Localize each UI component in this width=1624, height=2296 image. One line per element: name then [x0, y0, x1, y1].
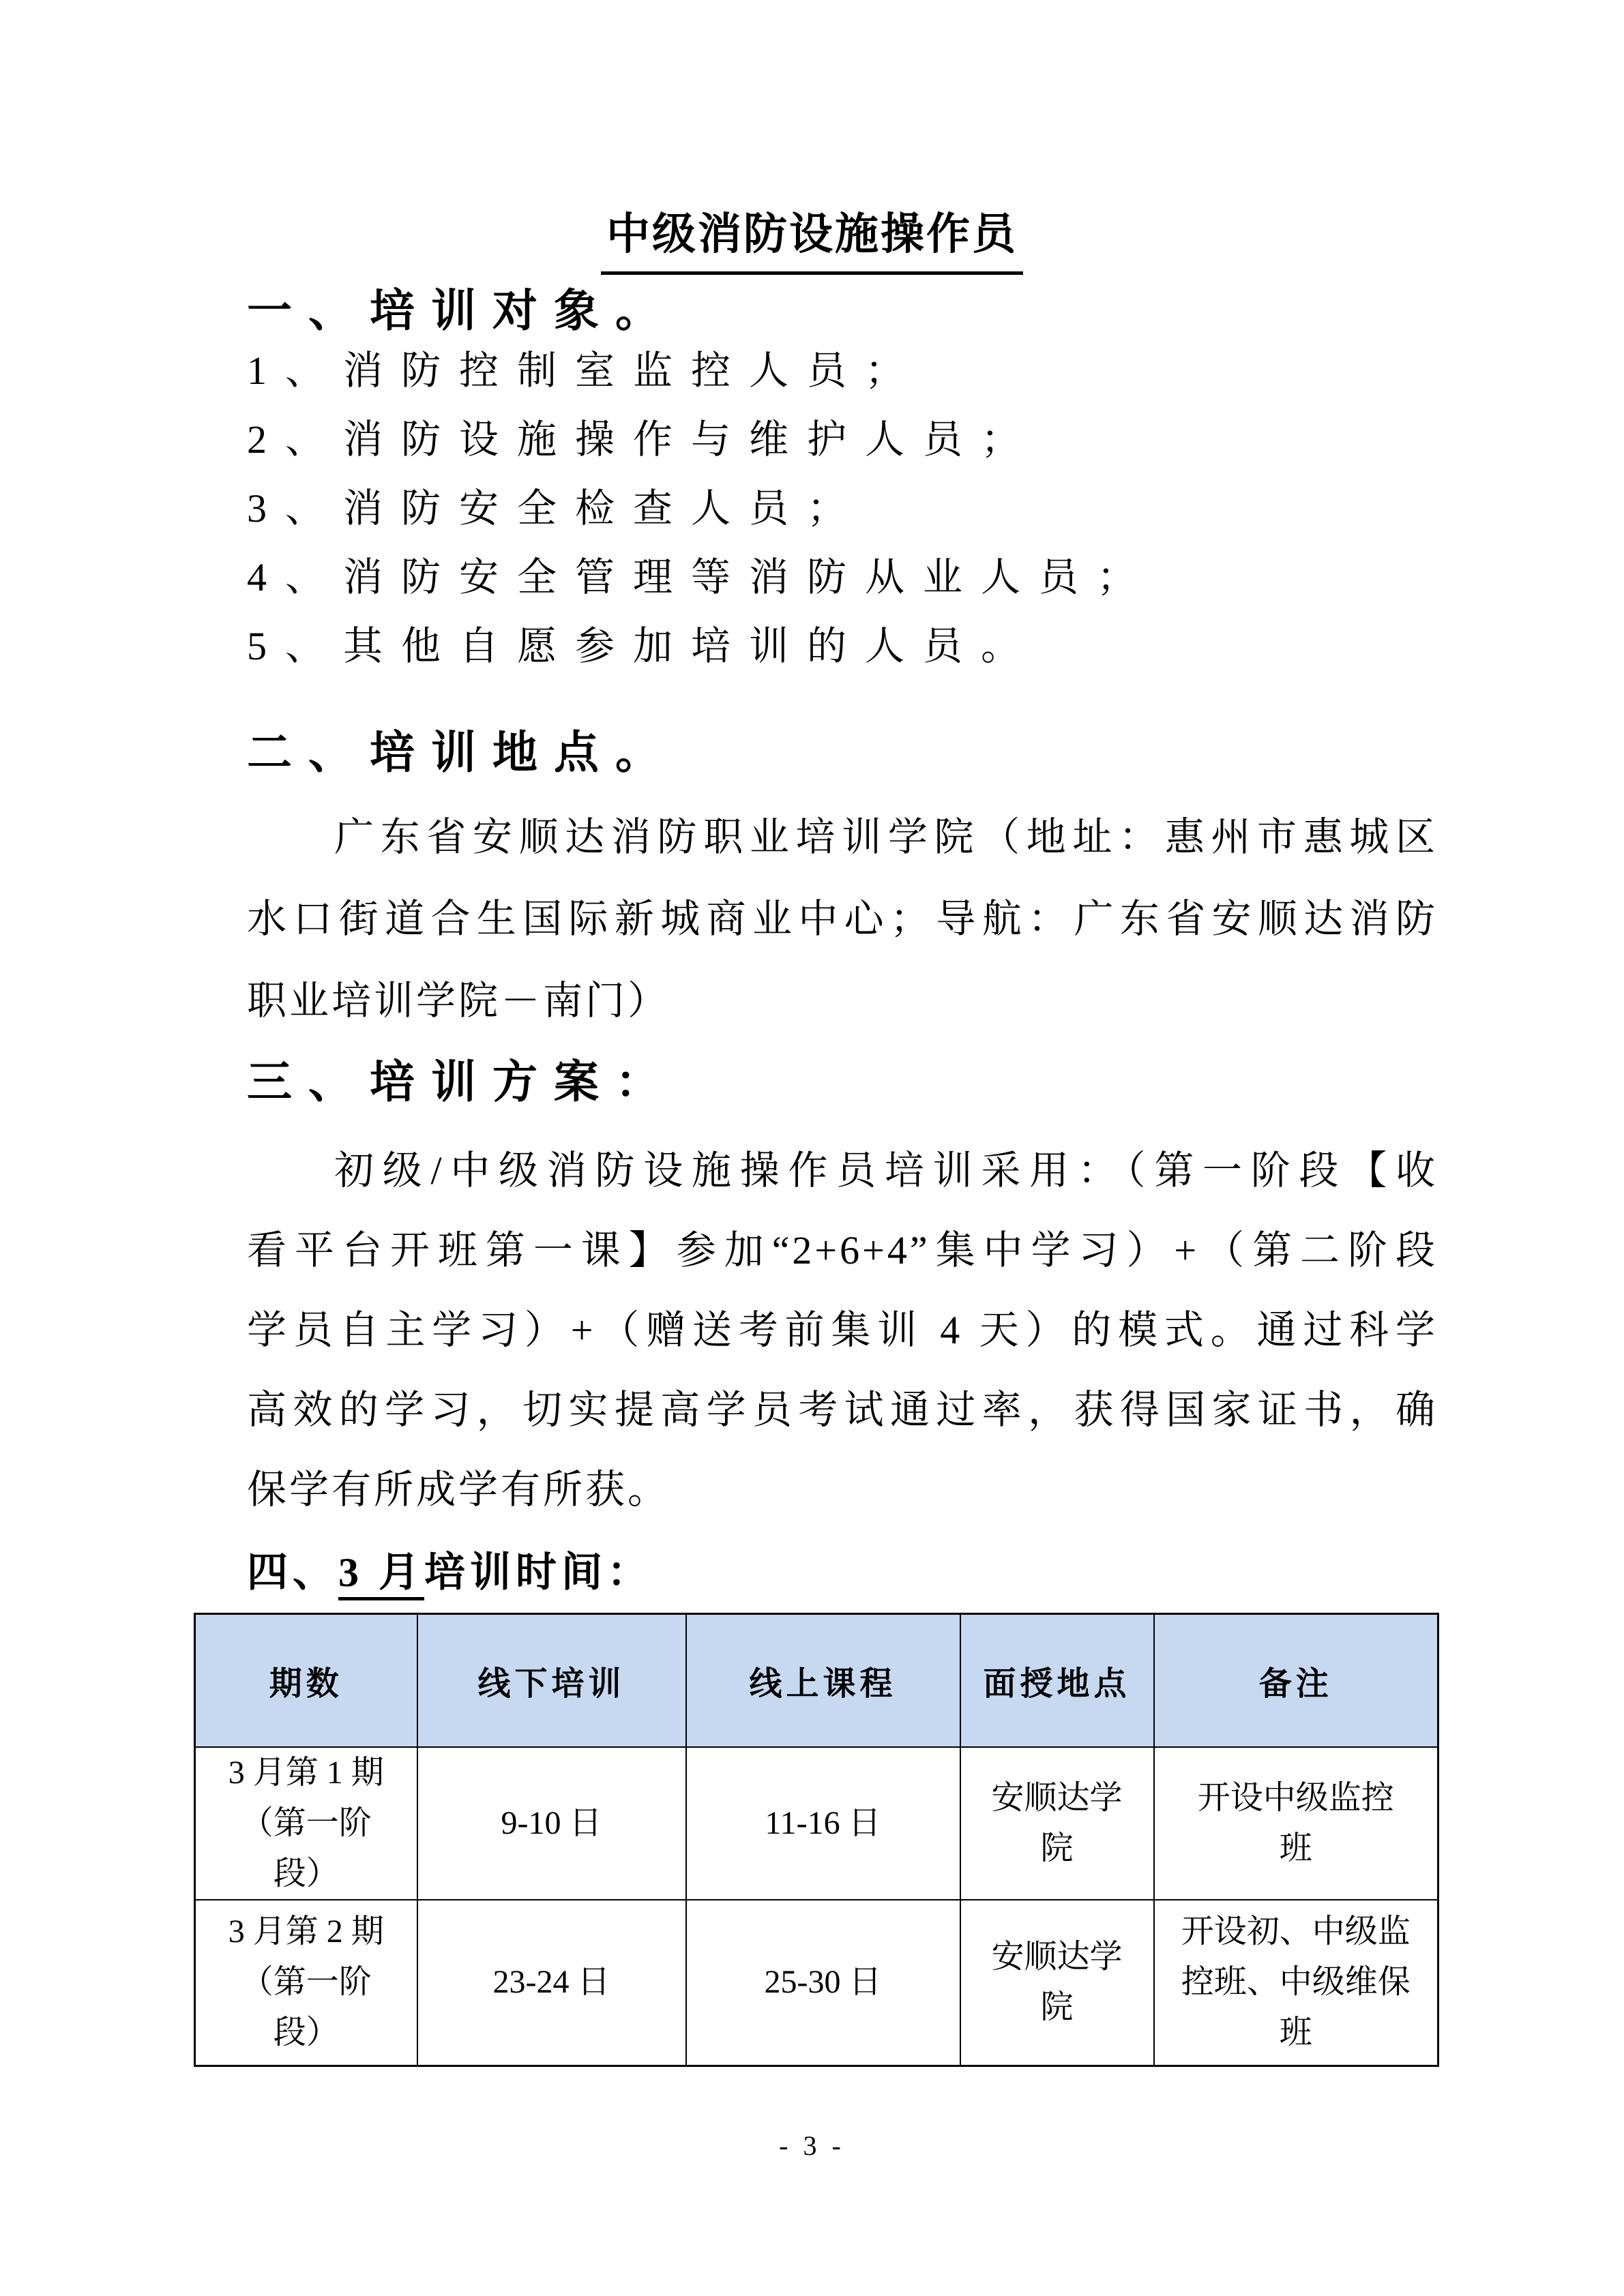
header-period: 期数 — [195, 1614, 417, 1747]
training-schedule-table — [194, 1613, 1439, 2067]
table-header-row — [195, 1614, 1438, 1747]
cell-offline — [417, 1900, 686, 2066]
section4-heading-underlined: 3 月 — [338, 1550, 424, 1595]
section3-line-5: 保学有所成学有所获。 — [247, 1467, 670, 1512]
section3-heading: 三、培训方案： — [247, 1058, 677, 1107]
cell-line: 段） — [273, 2014, 339, 2051]
cell-period — [195, 1747, 417, 1900]
cell-offline — [417, 1747, 686, 1900]
cell-line: 开设中级监控 — [1197, 1779, 1394, 1816]
cell-location — [960, 1900, 1154, 2066]
section2-heading: 二、培训地点。 — [247, 728, 677, 778]
header-location: 面授地点 — [960, 1614, 1154, 1747]
page-title — [0, 203, 1624, 278]
cell-line: 开设初、中级监 — [1181, 1913, 1411, 1950]
cell-line: 班 — [1279, 1830, 1312, 1866]
cell-line: （第一阶 — [240, 1804, 372, 1841]
header-online-course: 线上课程 — [686, 1614, 960, 1747]
section1-item-4: 4、消防安全管理等消防从业人员； — [247, 555, 1155, 599]
cell-line: （第一阶 — [240, 1964, 372, 2001]
cell-line: 25-30 日 — [764, 1964, 882, 2001]
table-row — [195, 1900, 1438, 2066]
section4-heading-prefix: 四、 — [247, 1550, 338, 1595]
section3-line-1: 初级/中级消防设施操作员培训采用：（第一阶段【收 — [334, 1148, 1438, 1193]
section1-heading: 一、培训对象。 — [247, 286, 677, 336]
section3-line-2: 看平台开班第一课】参加“2+6+4”集中学习）+（第二阶段 — [247, 1228, 1438, 1272]
cell-line: 9-10 日 — [501, 1804, 602, 1841]
section2-line-3: 职业培训学院－南门） — [247, 979, 670, 1023]
section3-line-4: 高效的学习，切实提高学员考试通过率，获得国家证书，确 — [247, 1388, 1438, 1432]
section1-item-1: 1、消防控制室监控人员； — [247, 348, 924, 393]
cell-period — [195, 1900, 417, 2066]
page-number: - 3 - — [779, 2130, 845, 2161]
section2-line-1: 广东省安顺达消防职业培训学院（地址：惠州市惠城区 — [334, 815, 1438, 859]
page-title-text: 中级消防设施操作员 — [601, 203, 1023, 275]
cell-location — [960, 1747, 1154, 1900]
section4-heading — [247, 1540, 653, 1605]
table-row — [195, 1747, 1438, 1900]
cell-line: 23-24 日 — [492, 1964, 610, 2001]
cell-line: 院 — [1040, 1830, 1074, 1866]
cell-line: 3 月第 2 期 — [228, 1913, 384, 1950]
section1-item-2: 2、消防设施操作与维护人员； — [247, 417, 1039, 462]
cell-line: 班 — [1279, 2014, 1312, 2051]
cell-line: 11-16 日 — [765, 1804, 881, 1841]
cell-line: 院 — [1040, 1989, 1074, 2026]
section4-heading-suffix: 培训时间： — [424, 1550, 653, 1595]
cell-line: 控班、中级维保 — [1181, 1964, 1411, 2001]
section3-line-3: 学员自主学习）+（赠送考前集训 4 天）的模式。通过科学 — [247, 1308, 1438, 1352]
cell-line: 段） — [273, 1855, 339, 1892]
cell-line: 安顺达学 — [991, 1939, 1123, 1976]
cell-line: 安顺达学 — [991, 1779, 1123, 1816]
header-remark: 备注 — [1154, 1614, 1438, 1747]
section2-line-2: 水口街道合生国际新城商业中心；导航：广东省安顺达消防 — [247, 897, 1438, 941]
section1-item-3: 3、消防安全检查人员； — [247, 486, 866, 531]
cell-online — [686, 1900, 960, 2066]
cell-remark — [1154, 1900, 1438, 2066]
header-offline-training: 线下培训 — [417, 1614, 686, 1747]
cell-online — [686, 1747, 960, 1900]
section1-item-5: 5、其他自愿参加培训的人员。 — [247, 624, 1039, 668]
cell-remark — [1154, 1747, 1438, 1900]
cell-line: 3 月第 1 期 — [228, 1754, 384, 1791]
